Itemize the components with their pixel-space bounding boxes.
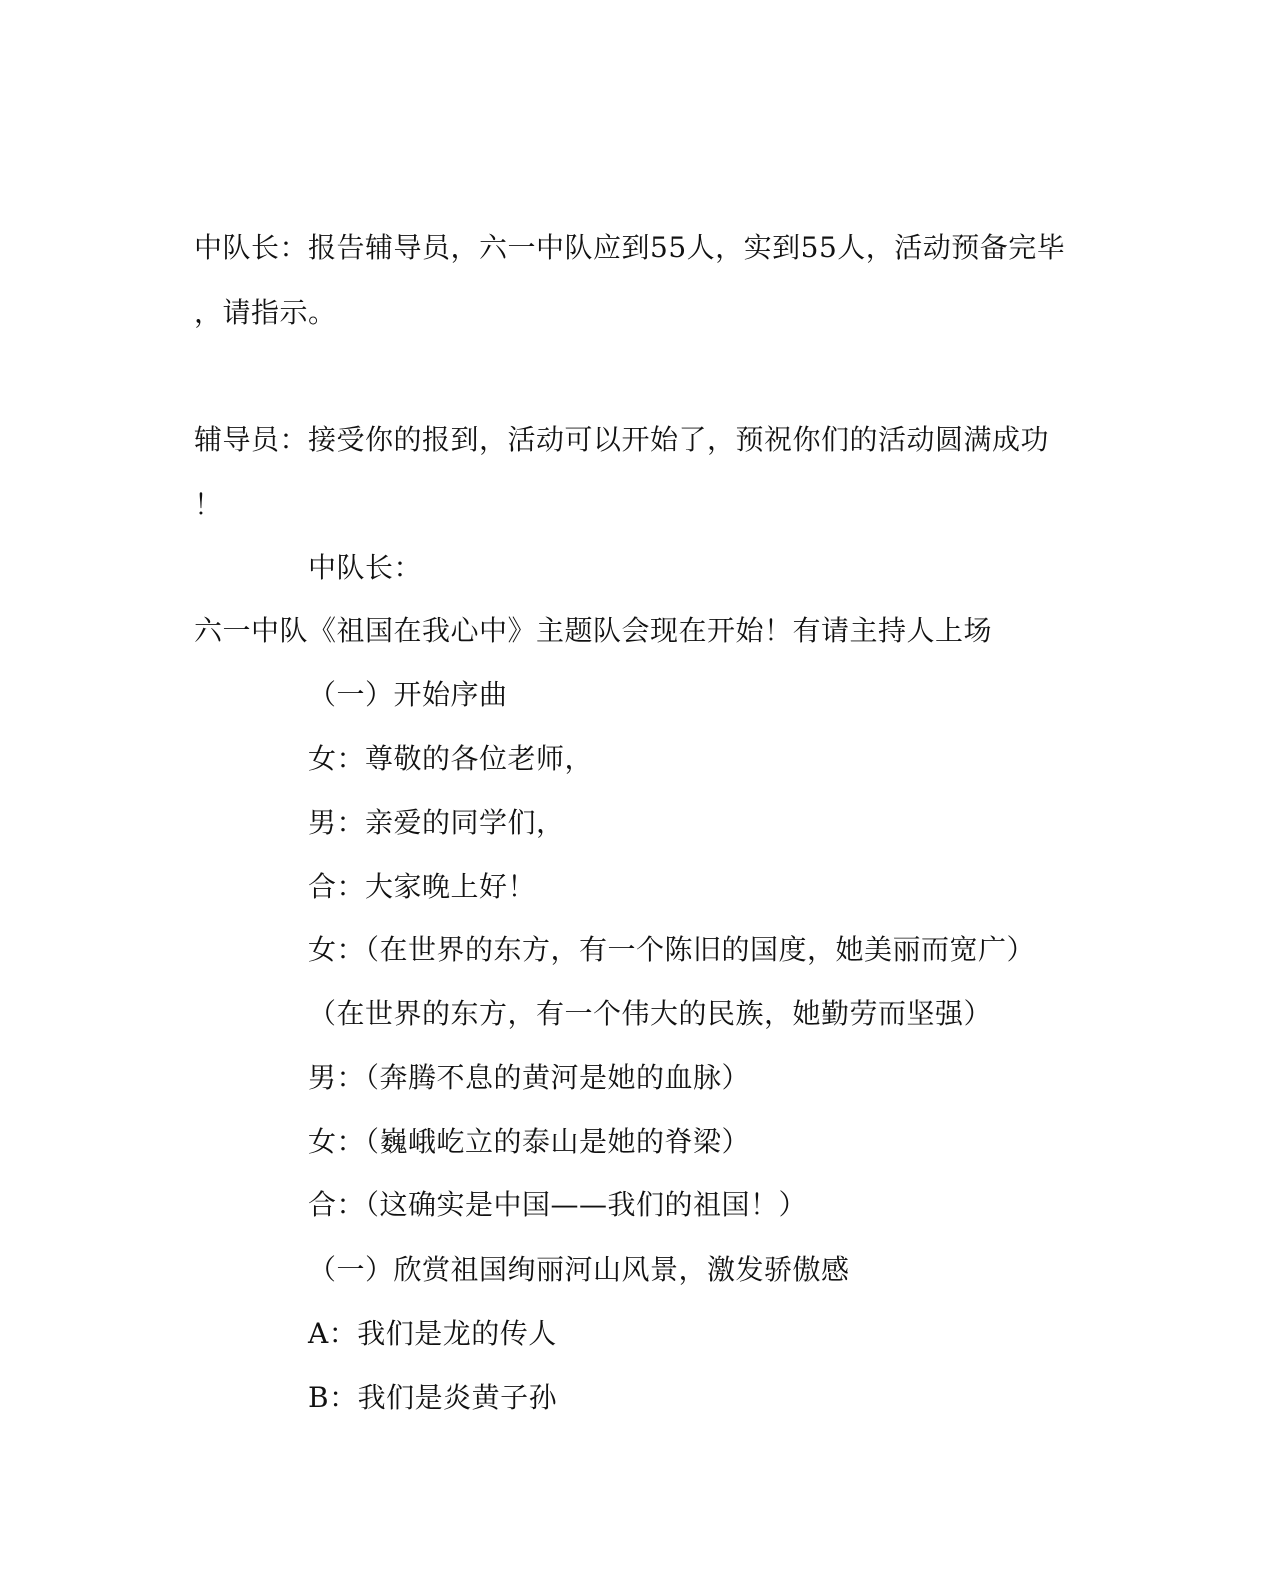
text-line: 中队长：: [308, 551, 423, 584]
text-line: A：我们是龙的传人: [308, 1317, 557, 1350]
text-line: 女：（巍峨屹立的泰山是她的脊梁）: [308, 1125, 751, 1158]
text-line: 男：亲爱的同学们，: [308, 806, 565, 839]
text-line: （在世界的东方，有一个伟大的民族，她勤劳而坚强）: [308, 997, 993, 1030]
text-line: （一）欣赏祖国绚丽河山风景，激发骄傲感: [308, 1253, 850, 1286]
text-line: 六一中队《祖国在我心中》主题队会现在开始！有请主持人上场: [194, 614, 993, 647]
text-line: （一）开始序曲: [308, 678, 508, 711]
text-line: 女：尊敬的各位老师，: [308, 742, 594, 775]
text-line: 辅导员：接受你的报到，活动可以开始了，预祝你们的活动圆满成功: [194, 423, 1050, 456]
text-line: B：我们是炎黄子孙: [308, 1381, 558, 1414]
text-line: 女：（在世界的东方，有一个陈旧的国度，她美丽而宽广）: [308, 933, 1036, 966]
text-line: 合：大家晚上好！: [308, 870, 537, 903]
text-line: ！: [194, 488, 223, 521]
text-line: 合：（这确实是中国——我们的祖国！）: [308, 1188, 808, 1221]
text-line: 男：（奔腾不息的黄河是她的血脉）: [308, 1061, 751, 1094]
text-line: 中队长：报告辅导员，六一中队应到55人，实到55人，活动预备完毕: [194, 231, 1066, 264]
text-line: ，请指示。: [194, 296, 337, 329]
